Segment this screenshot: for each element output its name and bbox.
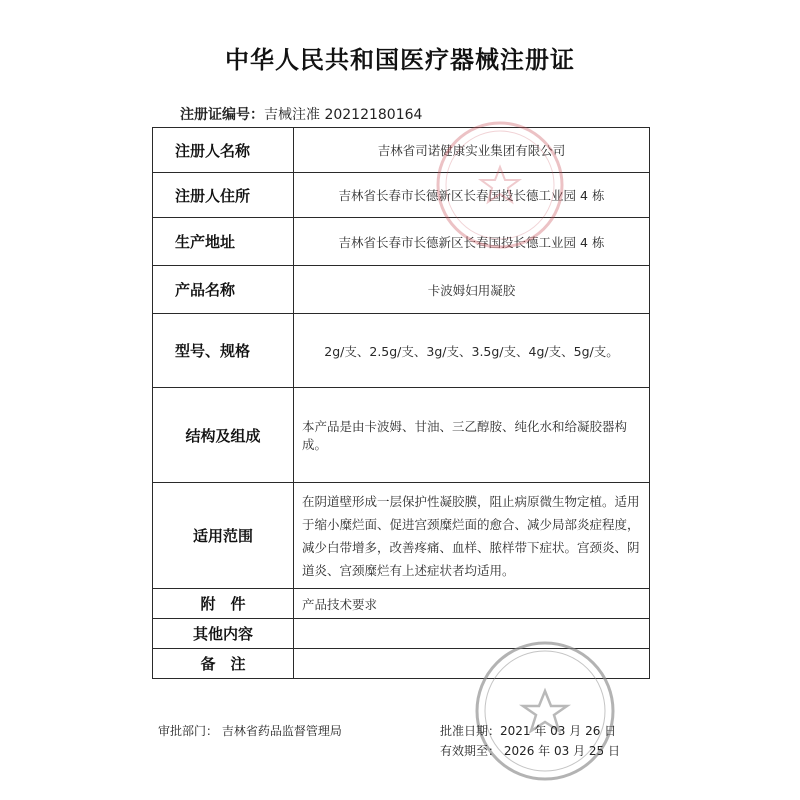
registrant-name-value: 吉林省司诺健康实业集团有限公司 [294, 128, 650, 173]
document-title: 中华人民共和国医疗器械注册证 [225, 46, 575, 74]
row-model-spec [153, 314, 650, 388]
valid-until: 有效期至： 2026 年 03 月 25 日 [440, 744, 620, 758]
registration-number-label: 注册证编号： [180, 107, 264, 123]
row-remarks [153, 649, 650, 679]
registrant-name-label: 注册人名称 [153, 128, 294, 173]
attachment-value: 产品技术要求 [294, 589, 650, 619]
production-address-value: 吉林省长春市长德新区长春国投长德工业园 4 栋 [294, 218, 650, 266]
row-registrant-name [153, 128, 650, 173]
attachment-label: 附 件 [153, 589, 294, 619]
other-label: 其他内容 [153, 619, 294, 649]
approval-date: 批准日期：2021 年 03 月 26 日 [440, 724, 617, 738]
row-attachment [153, 589, 650, 619]
certificate-table [152, 127, 650, 679]
model-spec-value: 2g/支、2.5g/支、3g/支、3.5g/支、4g/支、5g/支。 [294, 314, 650, 388]
row-production-address [153, 218, 650, 266]
production-address-label: 生产地址 [153, 218, 294, 266]
row-product-name [153, 266, 650, 314]
scope-value: 在阴道壁形成一层保护性凝胶膜，阻止病原微生物定植。适用于缩小糜烂面、促进宫颈糜烂面的愈合、减少局部炎症程度，减少白带增多，改善疼痛、血样、脓样带下症状。宫颈炎、阴道炎、宫颈糜烂有上述症状者均适用。 [294, 483, 650, 589]
approval-dates [440, 722, 620, 762]
approval-department: 审批部门： 吉林省药品监督管理局 [158, 724, 342, 738]
row-other [153, 619, 650, 649]
row-registrant-address [153, 173, 650, 218]
other-value [294, 619, 650, 649]
registrant-address-value: 吉林省长春市长德新区长春国投长德工业园 4 栋 [294, 173, 650, 218]
scope-label: 适用范围 [153, 483, 294, 589]
registrant-address-label: 注册人住所 [153, 173, 294, 218]
registration-number [180, 104, 422, 124]
product-name-label: 产品名称 [153, 266, 294, 314]
registration-number-value: 吉械注准 20212180164 [264, 107, 423, 123]
row-composition [153, 388, 650, 483]
remarks-value [294, 649, 650, 679]
product-name-value: 卡波姆妇用凝胶 [294, 266, 650, 314]
model-spec-label: 型号、规格 [153, 314, 294, 388]
composition-label: 结构及组成 [153, 388, 294, 483]
composition-value: 本产品是由卡波姆、甘油、三乙醇胺、纯化水和给凝胶器构成。 [294, 388, 650, 483]
row-scope [153, 483, 650, 589]
remarks-label: 备 注 [153, 649, 294, 679]
